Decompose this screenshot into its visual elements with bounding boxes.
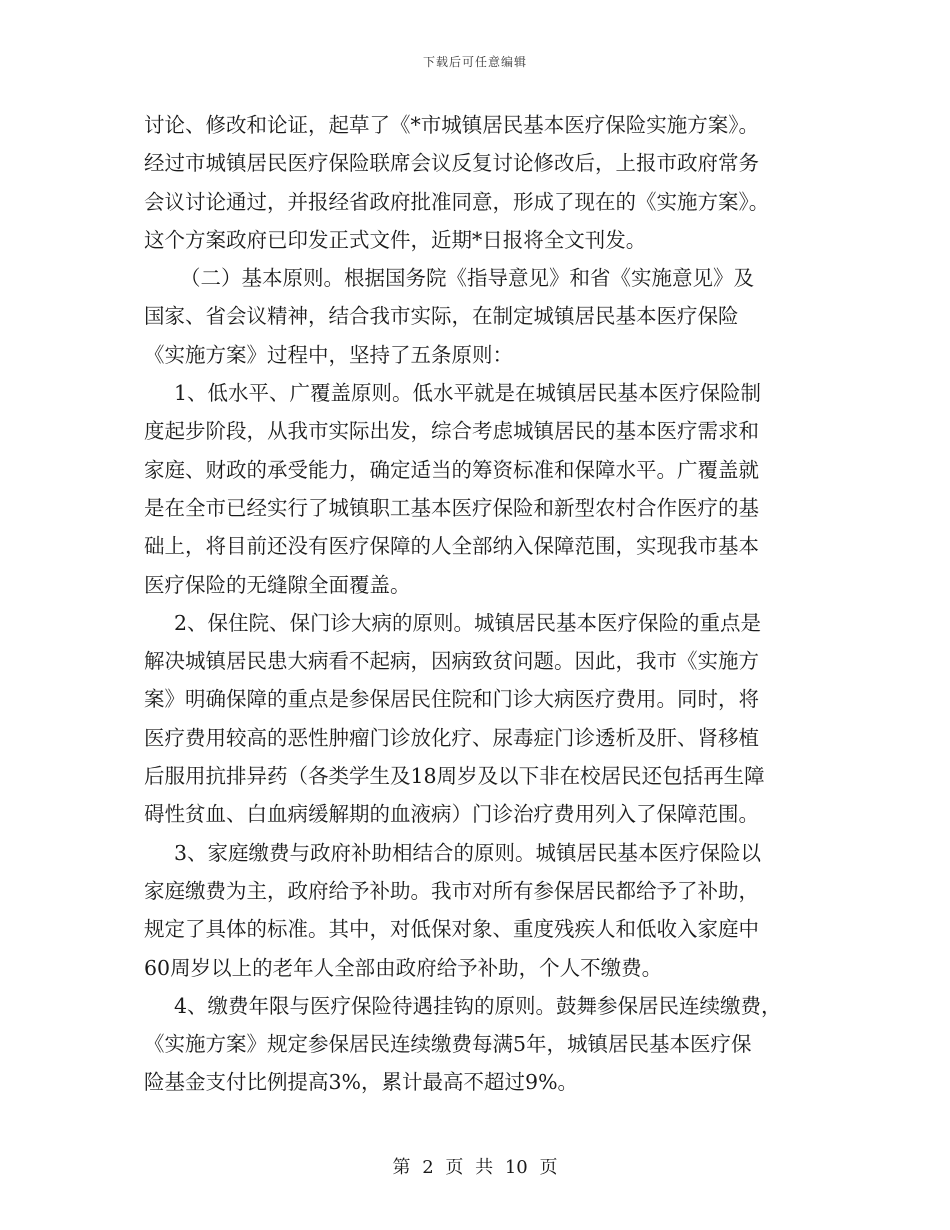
text-line: 医疗保险的无缝隙全面覆盖。 [144,572,411,597]
paragraph-principle-2 [144,604,816,834]
paragraph-basic-principles [144,259,816,374]
paragraph-principle-3 [144,834,816,987]
text-line: 《实施方案》过程中，坚持了五条原则： [144,342,513,367]
text-line: 碍性贫血、白血病缓解期的血液病）门诊治疗费用列入了保障范围。 [144,802,759,827]
text-line: （二）基本原则。根据国务院《指导意见》和省《实施意见》及 [180,266,754,291]
text-line: 规定了具体的标准。其中，对低保对象、重度残疾人和低收入家庭中 [144,917,759,942]
page-number-footer: 第 2 页 共 10 页 [392,1157,558,1178]
text-line: 会议讨论通过，并报经省政府批准同意，形成了现在的《实施方案》。 [144,189,770,214]
text-line: 后服用抗排异药（各类学生及18周岁及以下非在校居民还包括再生障 [144,764,765,789]
text-line: 3、家庭缴费与政府补助相结合的原则。城镇居民基本医疗保险以 [174,840,762,865]
paragraph-principle-1 [144,374,816,604]
page-header: 下载后可任意编辑 [422,55,527,69]
text-line: 础上，将目前还没有医疗保障的人全部纳入保障范围，实现我市基本 [144,534,759,559]
text-line: 家庭缴费为主，政府给予补助。我市对所有参保居民都给予了补助， [144,878,759,903]
text-line: 4、缴费年限与医疗保险待遇挂钩的原则。鼓舞参保居民连续缴费， [174,993,782,1018]
text-line: 医疗费用较高的恶性肿瘤门诊放化疗、尿毒症门诊透析及肝、肾移植 [144,725,759,750]
text-line: 案》明确保障的重点是参保居民住院和门诊大病医疗费用。同时，将 [144,687,759,712]
text-line: 讨论、修改和论证，起草了《*市城镇居民基本医疗保险实施方案》。 [144,113,759,137]
text-line: 经过市城镇居民医疗保险联席会议反复讨论修改后，上报市政府常务 [144,151,759,176]
paragraph-principle-4 [144,987,816,1102]
text-line: 60周岁以上的老年人全部由政府给予补助，个人不缴费。 [144,955,663,980]
text-line: 是在全市已经实行了城镇职工基本医疗保险和新型农村合作医疗的基 [144,495,759,520]
text-line: 1、低水平、广覆盖原则。低水平就是在城镇居民基本医疗保险制 [174,381,762,406]
text-line: 险基金支付比例提高3%，累计最高不超过9%。 [144,1070,579,1095]
text-line: 《实施方案》规定参保居民连续缴费每满5年，城镇居民基本医疗保 [144,1032,752,1057]
text-line: 解决城镇居民患大病看不起病，因病致贫问题。因此，我市《实施方 [144,649,759,674]
paragraph-intro-continued [144,106,816,259]
text-line: 国家、省会议精神，结合我市实际，在制定城镇居民基本医疗保险 [144,304,739,329]
document-body [144,106,816,1102]
text-line: 度起步阶段，从我市实际出发，综合考虑城镇居民的基本医疗需求和 [144,419,759,444]
text-line: 家庭、财政的承受能力，确定适当的筹资标准和保障水平。广覆盖就 [144,457,759,482]
text-line: 这个方案政府已印发正式文件，近期*日报将全文刊发。 [144,227,647,252]
text-line: 2、保住院、保门诊大病的原则。城镇居民基本医疗保险的重点是 [174,610,762,635]
